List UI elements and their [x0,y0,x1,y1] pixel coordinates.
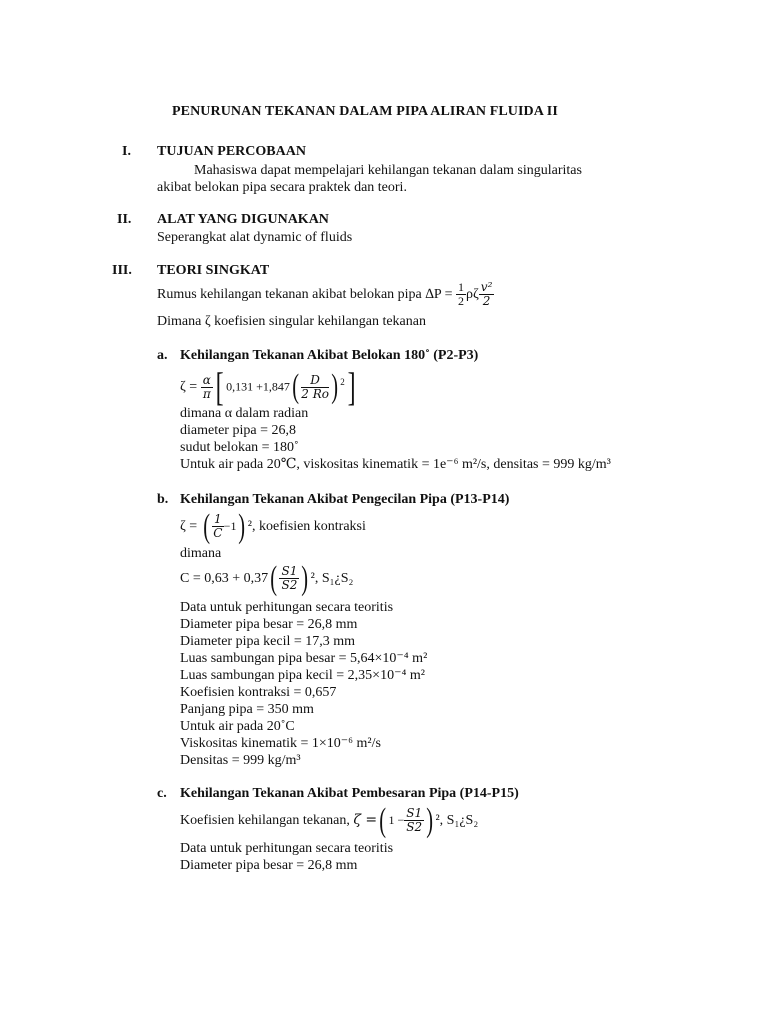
left-paren: ( [270,559,278,597]
right-paren: ) [301,559,309,597]
subsection-b-line: Diameter pipa besar = 26,8 mm [180,617,358,632]
exponent: 2 [340,377,345,387]
fraction-numerator: 1 [458,280,464,295]
left-paren: ( [202,507,210,545]
section-2-heading: ALAT YANG DIGUNAKAN [157,212,329,227]
section-2-text-line: Seperangkat alat dynamic of fluids [157,230,353,245]
section-3-text-line: Rumus kehilangan tekanan akibat belokan pipa [157,287,422,302]
fraction-numerator: D [301,374,329,388]
fraction-denominator: C [213,526,223,541]
subsection-b-line: Data untuk perhitungan secara teoritis [180,600,394,615]
section-1-text-line: Mahasiswa dapat mempelajari kehilangan tekanan dalam singularitas [194,163,582,178]
fraction-denominator: π [202,386,211,401]
pressure-formula-line [157,280,494,310]
zeta-lhs: ζ = [180,379,198,395]
fraction-one-c [212,513,224,540]
subsection-b-line: Untuk air pada 20˚C [180,719,295,734]
right-bracket: ] [347,364,356,410]
subsection-b-line: Densitas = 999 kg/m³ [180,753,301,768]
subsection-c-heading: Kehilangan Tekanan Akibat Pembesaran Pipa (P14-P15) [180,786,519,801]
fraction-denominator: 2 Ro [301,386,329,401]
formula-body: 0,131 +1,847 [226,379,290,394]
fraction-denominator: 2 [458,294,464,309]
fraction-velocity [479,281,495,308]
zeta-lhs: ζ = [353,812,378,828]
right-paren: ) [238,507,246,545]
delta-p-lhs: ∆P = [425,287,453,302]
section-1-number: I. [122,144,131,159]
fraction-s1-s2 [404,807,424,834]
subsection-c-line: Diameter pipa besar = 26,8 mm [180,858,358,873]
subsection-a-line: sudut belokan = 180˚ [180,440,299,455]
section-1-text-line: akibat belokan pipa secara praktek dan teori. [157,180,407,195]
fraction-d-ro [301,374,329,401]
fraction-alpha-pi [201,374,213,401]
section-3-text-line: Dimana ζ koefisien singular kehilangan tekanan [157,314,426,329]
fraction-denominator: S2 [406,820,423,835]
minus-one: −1 [223,519,237,533]
subsection-b-line: Panjang pipa = 350 mm [180,702,314,717]
left-paren: ( [379,801,387,839]
zeta-bend-formula [180,362,358,408]
subsection-a-line: Untuk air pada 20℃, viskositas kinematik = 1e⁻⁶ m²/s, densitas = 999 kg/m³ [180,457,611,472]
fraction-denominator: S2 [281,578,298,593]
zeta-expansion-formula [180,801,478,840]
subsection-a-line: dimana α dalam radian [180,406,309,421]
fraction-numerator: α [202,372,211,387]
fraction-s1-s2 [279,565,299,592]
fraction-numerator: 1 [214,512,222,527]
formula-caption: ², S₁¿S₂ [310,571,354,586]
subsection-b-line: Luas sambungan pipa kecil = 2,35×10⁻⁴ m² [180,668,425,683]
section-3-heading: TEORI SINGKAT [157,263,270,278]
fraction-half [456,281,466,308]
section-1-heading: TUJUAN PERCOBAAN [157,144,306,159]
rho-zeta: ρζ [466,287,479,302]
formula-lead-text: Koefisien kehilangan tekanan, [180,813,350,828]
subsection-b-line: Viskositas kinematik = 1×10⁻⁶ m²/s [180,736,381,751]
right-paren: ) [331,368,339,406]
zeta-contraction-formula [180,507,366,546]
dimana-label: dimana [180,546,222,561]
subsection-a-heading: Kehilangan Tekanan Akibat Belokan 180˚ (P2-P3) [180,348,479,363]
subsection-c-line: Data untuk perhitungan secara teoritis [180,841,394,856]
section-3-number: III. [112,263,132,278]
c-coefficient-formula [180,560,353,598]
one-minus: 1 − [388,813,405,827]
right-paren: ) [426,801,434,839]
subsection-b-line: Diameter pipa kecil = 17,3 mm [180,634,356,649]
zeta-lhs: ζ = [180,519,198,534]
fraction-numerator: S1 [281,564,298,579]
subsection-c-letter: c. [157,786,167,801]
subsection-b-line: Koefisien kontraksi = 0,657 [180,685,337,700]
c-lhs: C = 0,63 + 0,37 [180,571,269,586]
subsection-a-letter: a. [157,348,168,363]
formula-caption: ², koefisien kontraksi [247,519,366,534]
subsection-b-line: Luas sambungan pipa besar = 5,64×10⁻⁴ m² [180,651,428,666]
page-title: PENURUNAN TEKANAN DALAM PIPA ALIRAN FLUIDA II [172,104,558,119]
fraction-numerator: S1 [406,806,423,821]
fraction-denominator: 2 [482,294,491,309]
left-paren: ( [292,368,299,406]
section-2-number: II. [117,212,132,227]
subsection-b-heading: Kehilangan Tekanan Akibat Pengecilan Pipa (P13-P14) [180,492,510,507]
subsection-a-line: diameter pipa = 26,8 [180,423,296,438]
subsection-b-letter: b. [157,492,169,507]
fraction-numerator: v² [480,280,493,295]
formula-caption: ², S₁¿S₂ [435,813,479,828]
left-bracket: [ [215,364,224,410]
